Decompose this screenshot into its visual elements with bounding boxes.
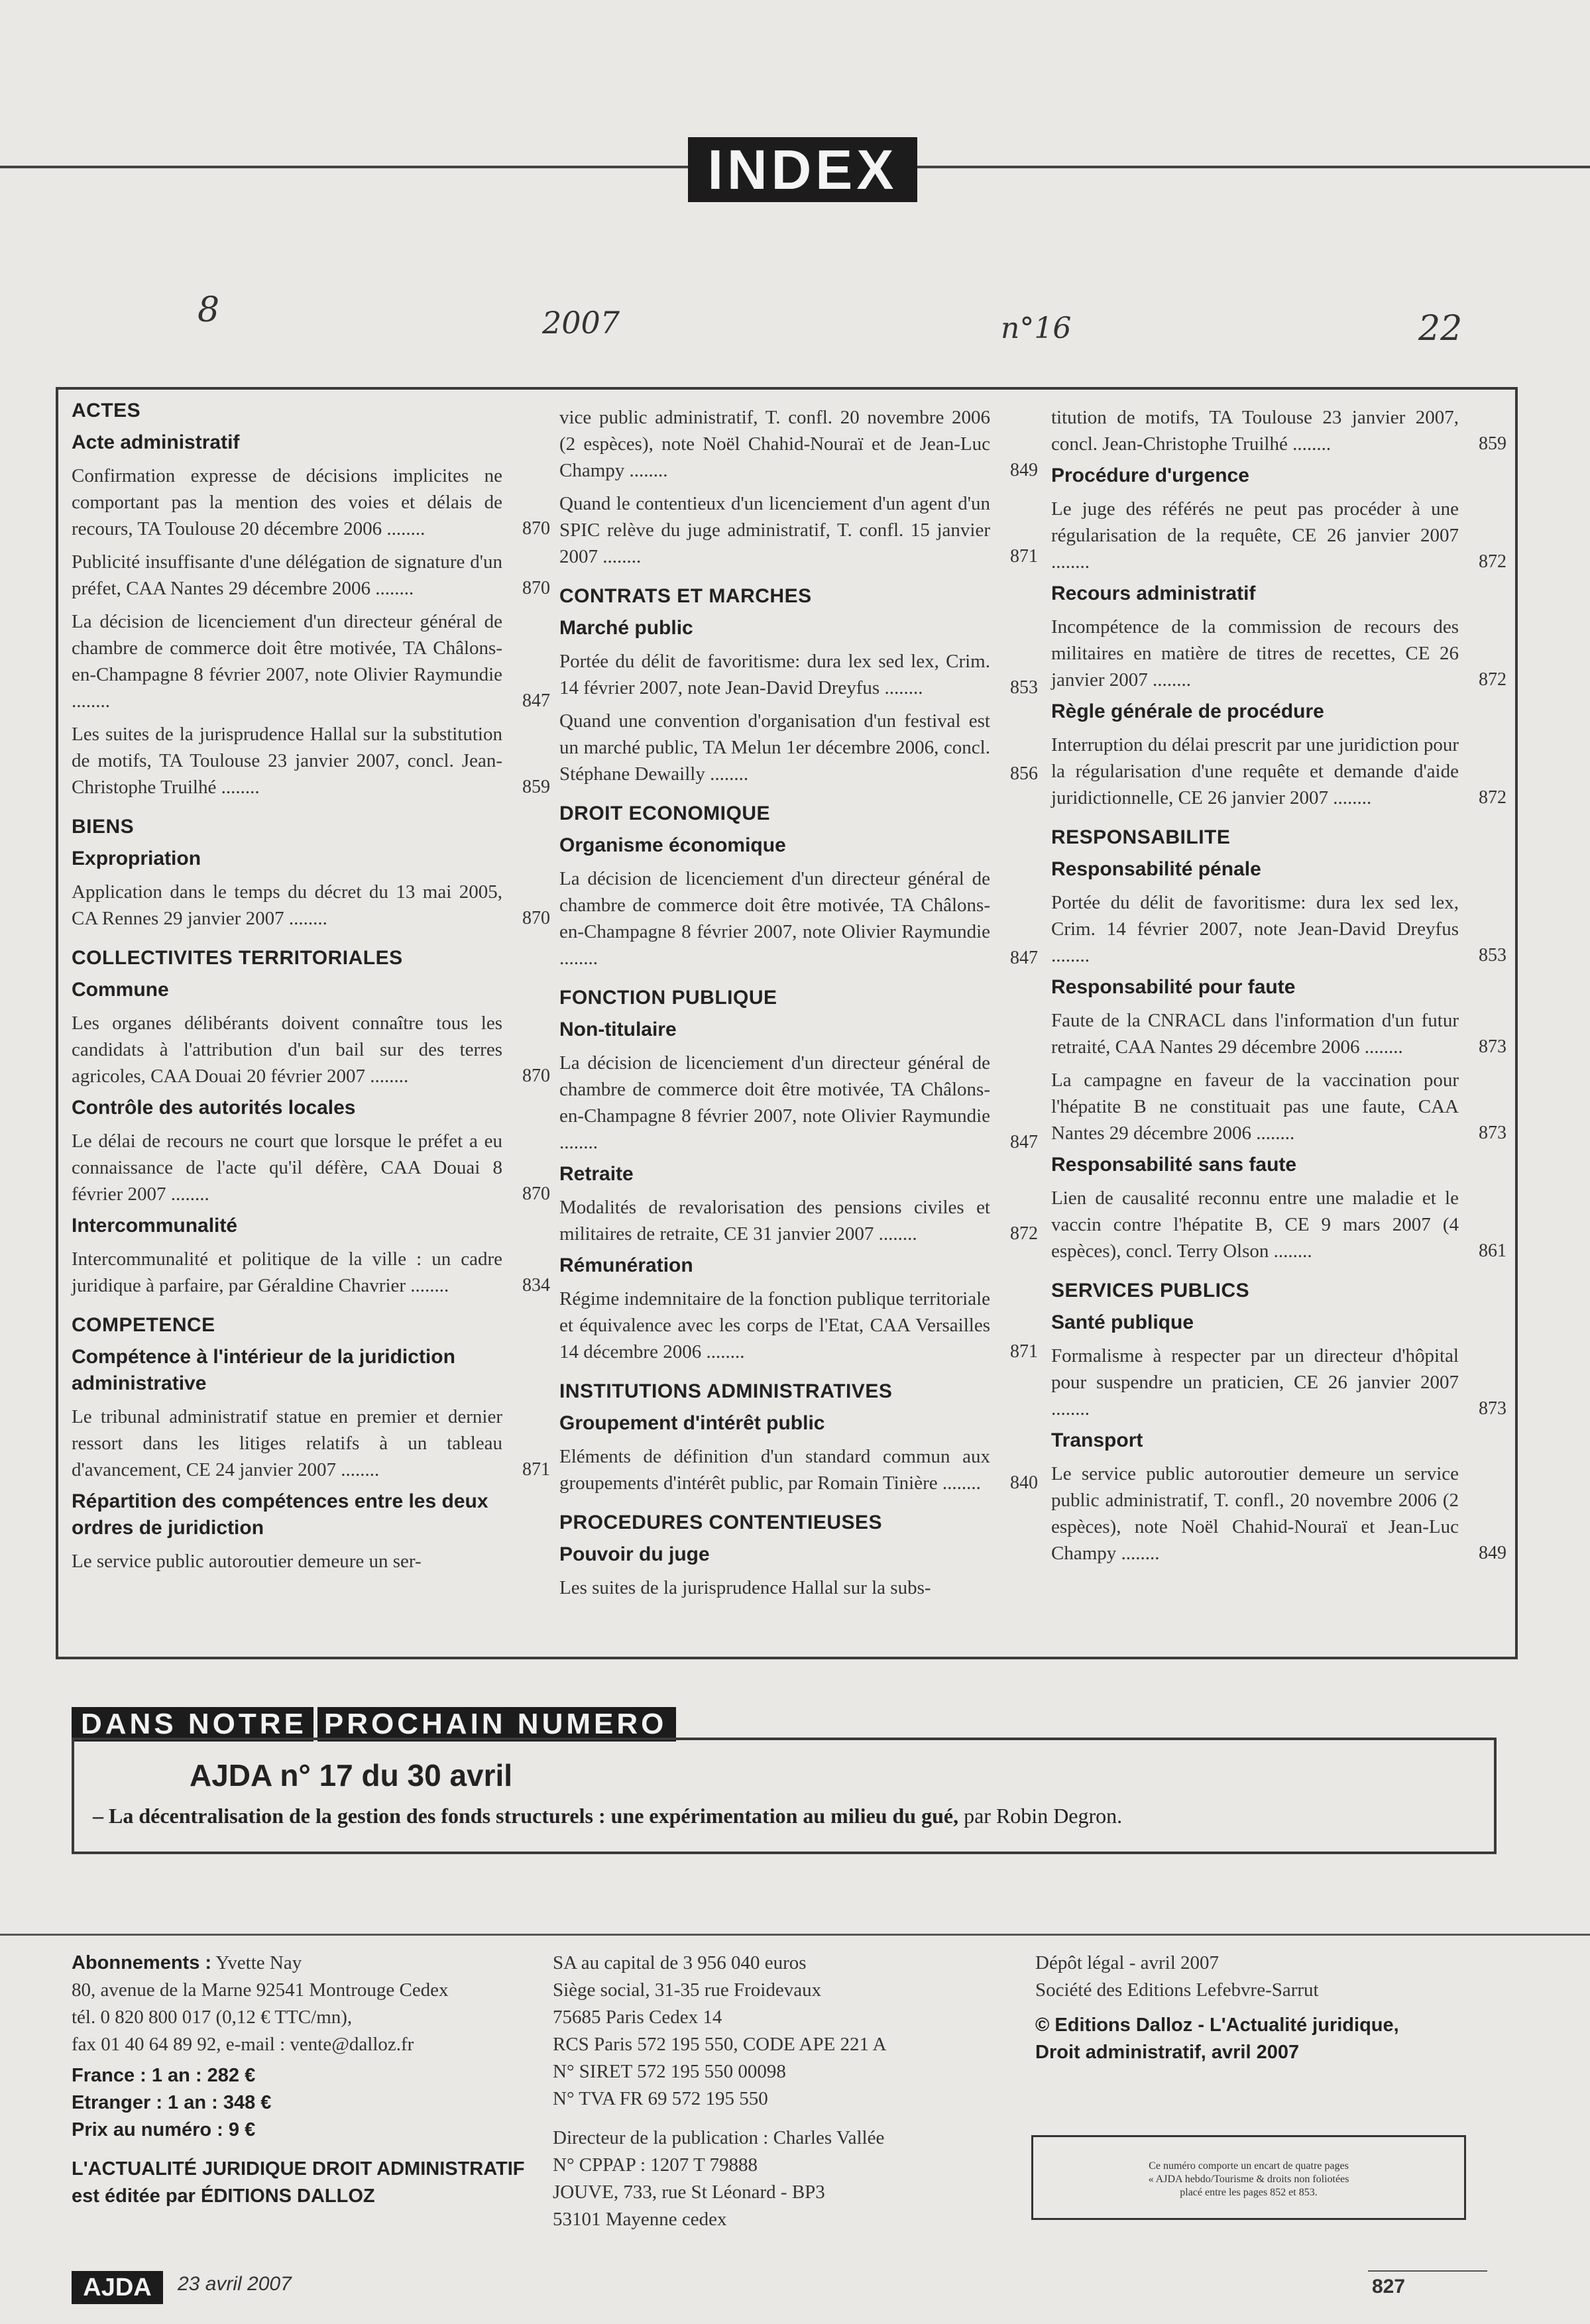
subscriptions-line: tél. 0 820 800 017 (0,12 € TTC/mn), — [72, 2007, 353, 2028]
index-entry-text: La décision de licenciement d'un directeur général de chambre de commerce doit être motivée, TA Châlons-en-Champagne 8 février 2007, note Olivier Raymundie — [72, 611, 502, 685]
index-entry-text: Les organes délibérants doivent connaître tous les candidats à l'attribution d'un bail sur des terres agricoles, CAA Douai 20 février 2007 — [72, 1013, 502, 1087]
index-entry — [72, 1404, 550, 1483]
leader-dots: ........ — [701, 1341, 745, 1362]
index-entry-text: Quand une convention d'organisation d'un festival est un marché public, TA Melun 1er décembre 2006, concl. Stéphane Dewailly — [559, 710, 990, 785]
index-section-heading: DROIT ECONOMIQUE — [559, 802, 771, 824]
leader-dots: ........ — [880, 677, 923, 698]
index-entry-page: 847 — [1010, 1132, 1038, 1152]
index-entry — [1051, 1343, 1506, 1422]
index-entry-page: 872 — [1010, 1223, 1038, 1244]
index-entry-page: 873 — [1479, 1398, 1506, 1419]
index-entry — [72, 1246, 550, 1299]
copyright-line: © Editions Dalloz - L'Actualité juridique, — [1035, 2015, 1399, 2036]
index-entry-page: 840 — [1010, 1472, 1038, 1493]
index-subheading: Rémunération — [559, 1254, 693, 1276]
index-entry — [72, 721, 550, 801]
index-section-heading: CONTRATS ET MARCHES — [559, 585, 812, 607]
index-entry-page: 856 — [1010, 763, 1038, 784]
subscriptions-line: 80, avenue de la Marne 92541 Montrouge Cedex — [72, 1979, 449, 2001]
index-entry-text: Modalités de revalorisation des pensions civiles et militaires de retraite, CE 31 janvier 2007 — [559, 1197, 990, 1245]
publication-line: 53101 Mayenne cedex — [553, 2209, 727, 2230]
index-entry — [1051, 1461, 1506, 1567]
index-entry — [72, 879, 550, 932]
footer-legal — [1035, 1950, 1499, 2066]
index-entry-text: Confirmation expresse de décisions implicites ne comportant pas la mention des voies et délais de recours, TA Toulouse 20 décembre 2006 — [72, 465, 502, 539]
leader-dots: ........ — [284, 908, 327, 929]
editor-line: est éditée par ÉDITIONS DALLOZ — [72, 2186, 375, 2207]
index-entry-text: Le service public autoroutier demeure un service public administratif, T. confl., 20 novembre 2006 (2 espèces), note Noël Chahid-Nouraï et Jean-Luc Champy — [1051, 1463, 1459, 1564]
index-subheading: Acte administratif — [72, 431, 240, 453]
publication-line: Directeur de la publication : Charles Vallée — [553, 2127, 885, 2148]
index-entry-page: 847 — [522, 691, 550, 711]
index-entry-page: 871 — [1010, 1341, 1038, 1362]
index-entry-text: Le tribunal administratif statue en premier et dernier ressort dans les litiges relatifs à un tableau d'avancement, CE 24 janvier 2007 — [72, 1406, 502, 1480]
next-issue-heading-right: PROCHAIN NUMERO — [323, 1708, 667, 1740]
page-number: 827 — [1372, 2276, 1406, 2297]
next-issue-article-author: par Robin Degron. — [958, 1804, 1123, 1828]
index-entry — [559, 1050, 1038, 1156]
company-line: 75685 Paris Cedex 14 — [553, 2007, 722, 2028]
footer-subscriptions — [72, 1950, 536, 2210]
index-entry — [1051, 1185, 1506, 1264]
index-subheading: Expropriation — [72, 848, 201, 869]
index-column-2 — [559, 398, 1038, 1601]
next-issue-heading — [72, 1707, 676, 1742]
index-subheading: Contrôle des autorités locales — [72, 1097, 356, 1119]
index-subheading: Commune — [72, 979, 169, 1001]
leader-dots: ........ — [1051, 1398, 1090, 1419]
index-entry-text: La campagne en faveur de la vaccination pour l'hépatite B ne constituait pas une faute, CAA Nantes 29 décembre 2006 — [1051, 1070, 1459, 1144]
leader-dots: ........ — [365, 1066, 409, 1087]
legal-line: Dépôt légal - avril 2007 — [1035, 1952, 1220, 1973]
leader-dots: ........ — [1051, 945, 1090, 966]
index-entry-page: 859 — [522, 777, 550, 797]
index-entry-text: La décision de licenciement d'un directeur général de chambre de commerce doit être motivée, TA Châlons-en-Champagne 8 février 2007, note Olivier Raymundie — [559, 868, 990, 942]
ajda-logo: AJDA — [72, 2271, 163, 2304]
index-entry-page: 849 — [1010, 460, 1038, 480]
index-entry-text: Le juge des référés ne peut pas procéder à une régularisation de la requête, CE 26 janvier 2007 — [1051, 498, 1459, 546]
leader-dots: ........ — [1359, 1036, 1403, 1058]
index-entry — [1051, 732, 1506, 811]
index-entry-text: Le service public autoroutier demeure un ser- — [72, 1551, 422, 1572]
leader-dots: ........ — [1328, 787, 1372, 808]
index-entry-text: Publicité insuffisante d'une délégation de signature d'un préfet, CAA Nantes 29 décembre 2006 — [72, 551, 502, 599]
index-entry-page: 870 — [522, 1184, 550, 1204]
insert-note-line: « AJDA hebdo/Tourisme & droits non foliotées — [1148, 2174, 1349, 2185]
index-entry — [559, 1443, 1038, 1496]
index-section-heading: COMPETENCE — [72, 1314, 215, 1336]
page-number-rule — [1368, 2270, 1487, 2272]
index-subheading: Retraite — [559, 1163, 634, 1185]
price-france: France : 1 an : 282 € — [72, 2065, 256, 2086]
leader-dots: ........ — [72, 691, 110, 712]
index-title: INDEX — [688, 137, 917, 202]
index-entry-page: 853 — [1010, 677, 1038, 698]
index-entry — [559, 1286, 1038, 1365]
leader-dots: ........ — [1287, 433, 1332, 455]
leader-dots: ........ — [406, 1275, 449, 1296]
index-section-heading: BIENS — [72, 816, 135, 838]
index-entry — [1051, 889, 1506, 969]
index-entry — [72, 549, 550, 602]
index-section-heading: PROCEDURES CONTENTIEUSES — [559, 1512, 883, 1533]
index-entry — [1051, 404, 1506, 457]
insert-note-box — [1031, 2135, 1466, 2220]
index-entry-page: 849 — [1479, 1543, 1506, 1563]
index-subheading: Responsabilité pénale — [1051, 858, 1261, 880]
index-subheading: Procédure d'urgence — [1051, 465, 1249, 486]
index-entry — [1051, 496, 1506, 575]
index-entry-text: Incompétence de la commission de recours des militaires en matière de titres de recettes, CE 26 janvier 2007 — [1051, 616, 1459, 691]
leader-dots: ........ — [874, 1223, 917, 1245]
index-entry — [1051, 1007, 1506, 1060]
index-entry-page: 872 — [1479, 787, 1506, 808]
index-subheading: Santé publique — [1051, 1311, 1194, 1333]
company-line: RCS Paris 572 195 550, CODE APE 221 A — [553, 2034, 887, 2055]
index-subheading: Répartition des compétences entre les deux ordres de juridiction — [72, 1490, 488, 1539]
next-issue-article-title: – La décentralisation de la gestion des fonds structurels : une expérimentation au milieu du gué, — [93, 1804, 959, 1828]
leader-dots: ........ — [559, 948, 598, 969]
index-subheading: Organisme économique — [559, 834, 786, 856]
price-numero: Prix au numéro : 9 € — [72, 2119, 256, 2140]
index-entry-text: Faute de la CNRACL dans l'information d'un futur retraité, CAA Nantes 29 décembre 2006 — [1051, 1010, 1459, 1058]
index-entry-text: Le délai de recours ne court que lorsque le préfet a eu connaissance de l'acte qu'il défère, CAA Douai 8 février 2007 — [72, 1131, 502, 1205]
leader-dots: ........ — [216, 777, 260, 798]
index-entry-page: 870 — [522, 1066, 550, 1086]
footer-rule — [0, 1934, 1590, 1936]
index-entry-page: 873 — [1479, 1036, 1506, 1057]
index-entry — [559, 490, 1038, 570]
index-entry-text: Régime indemnitaire de la fonction publique territoriale et équivalence avec les corps de l'Etat, CAA Versailles 14 décembre 2006 — [559, 1288, 990, 1362]
leader-dots: ........ — [370, 578, 414, 599]
publication-line: JOUVE, 733, rue St Léonard - BP3 — [553, 2182, 825, 2203]
index-section-heading: ACTES — [72, 400, 141, 421]
footer-company — [553, 1950, 1003, 2233]
subscriptions-line: fax 01 40 64 89 92, e-mail : vente@dalloz.fr — [72, 2034, 414, 2055]
index-subheading: Responsabilité sans faute — [1051, 1154, 1297, 1176]
index-entry-page: 853 — [1479, 945, 1506, 966]
next-issue-heading-left: DANS NOTRE — [81, 1708, 307, 1740]
company-line: N° TVA FR 69 572 195 550 — [553, 2088, 768, 2109]
index-entry-text: Interruption du délai prescrit par une juridiction pour la régularisation d'une requête et demande d'aide juridictionnelle, CE 26 janvier 2007 — [1051, 734, 1459, 808]
index-section-heading: RESPONSABILITE — [1051, 826, 1231, 848]
index-entry — [559, 708, 1038, 787]
leader-dots: ........ — [598, 546, 642, 567]
index-column-3 — [1051, 398, 1506, 1567]
index-entry — [72, 1010, 550, 1089]
insert-note-line: Ce numéro comporte un encart de quatre pages — [1149, 2160, 1349, 2172]
index-subheading: Groupement d'intérêt public — [559, 1412, 825, 1434]
leader-dots: ........ — [1116, 1543, 1160, 1564]
publication-line: N° CPPAP : 1207 T 79888 — [553, 2154, 758, 2176]
index-entry — [1051, 1067, 1506, 1146]
next-issue-title: AJDA n° 17 du 30 avril — [190, 1758, 513, 1793]
index-entry — [559, 648, 1038, 701]
editor-line: L'ACTUALITÉ JURIDIQUE DROIT ADMINISTRATIF — [72, 2158, 525, 2180]
index-entry-page: 870 — [522, 908, 550, 928]
index-entry — [72, 463, 550, 542]
legal-line: Société des Editions Lefebvre-Sarrut — [1035, 1979, 1319, 2001]
index-section-heading: INSTITUTIONS ADMINISTRATIVES — [559, 1380, 893, 1402]
index-entry-text: Lien de causalité reconnu entre une maladie et le vaccin contre l'hépatite B, CE 9 mars 2007 (4 espèces), concl. Terry Olson — [1051, 1188, 1459, 1262]
index-entry-text: Les suites de la jurisprudence Hallal sur la substitution de motifs, TA Toulouse 23 janvier 2007, concl. Jean-Christophe Truilhé — [72, 724, 502, 798]
leader-dots: ........ — [705, 763, 749, 785]
copyright-line: Droit administratif, avril 2007 — [1035, 2042, 1300, 2063]
leader-dots: ........ — [1051, 551, 1090, 573]
leader-dots: ........ — [1251, 1123, 1295, 1144]
index-entry — [1051, 614, 1506, 693]
index-entry-text: Portée du délit de favoritisme: dura lex sed lex, Crim. 14 février 2007, note Jean-David Dreyfus — [1051, 892, 1459, 940]
index-entry-page: 859 — [1479, 433, 1506, 454]
index-entry-page: 847 — [1010, 948, 1038, 968]
issue-date: 23 avril 2007 — [178, 2273, 292, 2295]
index-subheading: Non-titulaire — [559, 1019, 677, 1040]
index-subheading: Règle générale de procédure — [1051, 700, 1324, 722]
index-entry — [559, 1194, 1038, 1247]
index-subheading: Marché public — [559, 617, 693, 639]
leader-dots: ........ — [624, 460, 668, 481]
index-entry-page: 872 — [1479, 669, 1506, 690]
index-entry-page: 872 — [1479, 551, 1506, 572]
company-line: N° SIRET 572 195 550 00098 — [553, 2061, 786, 2082]
handwritten-year: 2007 — [542, 305, 620, 341]
leader-dots: ........ — [1269, 1241, 1312, 1262]
index-subheading: Intercommunalité — [72, 1215, 238, 1237]
index-entry-text: Formalisme à respecter par un directeur d'hôpital pour suspendre un praticien, CE 26 janvier 2007 — [1051, 1345, 1459, 1393]
subscriptions-label: Abonnements : — [72, 1952, 212, 1973]
index-entry-page: 873 — [1479, 1123, 1506, 1143]
index-entry-page: 871 — [522, 1459, 550, 1480]
next-issue-box — [72, 1738, 1497, 1854]
leader-dots: ........ — [1147, 669, 1192, 691]
leader-dots: ........ — [382, 518, 426, 539]
handwritten-issue-number: n°16 — [1001, 311, 1072, 345]
index-entry-page: 834 — [522, 1275, 550, 1296]
index-entry-text: Portée du délit de favoritisme: dura lex sed lex, Crim. 14 février 2007, note Jean-David Dreyfus — [559, 651, 990, 698]
index-entry — [72, 1128, 550, 1207]
index-entry-page: 871 — [1010, 546, 1038, 567]
leader-dots: ........ — [937, 1472, 981, 1494]
index-entry-text: Quand le contentieux d'un licenciement d'un agent d'un SPIC relève du juge administratif, T. confl. 15 janvier 2007 — [559, 493, 990, 567]
index-subheading: Compétence à l'intérieur de la juridiction administrative — [72, 1346, 455, 1394]
index-subheading: Transport — [1051, 1429, 1143, 1451]
leader-dots: ........ — [559, 1132, 598, 1153]
index-entry-text: Eléments de définition d'un standard commun aux groupements d'intérêt public, par Romain Tinière — [559, 1446, 990, 1494]
index-entry-page: 870 — [522, 578, 550, 598]
index-entry-text: Intercommunalité et politique de la ville : un cadre juridique à parfaire, par Géraldine Chavrier — [72, 1248, 502, 1296]
index-entry-text: Les suites de la jurisprudence Hallal sur la subs- — [559, 1577, 931, 1598]
index-entry-text: titution de motifs, TA Toulouse 23 janvier 2007, concl. Jean-Christophe Truilhé — [1051, 407, 1459, 455]
index-entry — [72, 608, 550, 714]
index-section-heading: SERVICES PUBLICS — [1051, 1280, 1250, 1301]
index-entry-text: La décision de licenciement d'un directeur général de chambre de commerce doit être motivée, TA Châlons-en-Champagne 8 février 2007, note Olivier Raymundie — [559, 1052, 990, 1127]
leader-dots: ........ — [166, 1184, 209, 1205]
price-etranger: Etranger : 1 an : 348 € — [72, 2092, 272, 2113]
company-line: Siège social, 31-35 rue Froidevaux — [553, 1979, 822, 2001]
index-entry-page: 870 — [522, 518, 550, 539]
insert-note-line: placé entre les pages 852 et 853. — [1180, 2187, 1318, 2198]
index-section-heading: COLLECTIVITES TERRITORIALES — [72, 947, 403, 969]
index-column-1 — [72, 398, 550, 1575]
index-entry — [559, 404, 1038, 484]
index-subheading: Recours administratif — [1051, 582, 1256, 604]
next-issue-article — [93, 1804, 1122, 1828]
subscriptions-contact: Yvette Nay — [211, 1952, 302, 1973]
index-subheading: Pouvoir du juge — [559, 1543, 710, 1565]
index-entry-page: 861 — [1479, 1241, 1506, 1261]
index-entry-text: Application dans le temps du décret du 13 mai 2005, CA Rennes 29 janvier 2007 — [72, 881, 502, 929]
index-subheading: Responsabilité pour faute — [1051, 976, 1296, 998]
index-entry — [559, 865, 1038, 971]
index-section-heading: FONCTION PUBLIQUE — [559, 987, 777, 1009]
handwritten-note-2: 22 — [1418, 309, 1463, 349]
company-line: SA au capital de 3 956 040 euros — [553, 1952, 807, 1973]
index-entry — [72, 1548, 502, 1575]
handwritten-note-1: 8 — [198, 290, 220, 330]
index-entry-text: vice public administratif, T. confl. 20 novembre 2006 (2 espèces), note Noël Chahid-Nouraï et de Jean-Luc Champy — [559, 407, 990, 481]
index-entry — [559, 1575, 990, 1601]
leader-dots: ........ — [336, 1459, 380, 1480]
